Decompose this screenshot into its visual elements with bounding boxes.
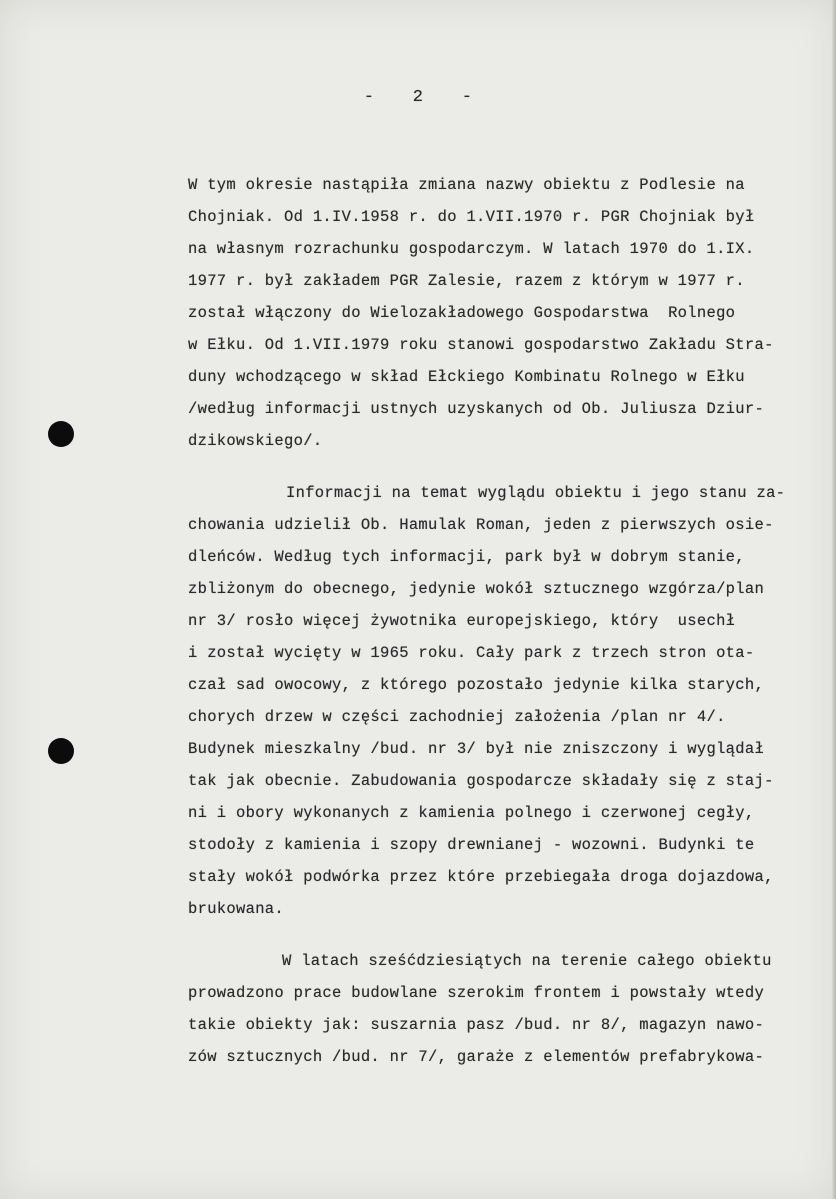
punch-hole-upper bbox=[48, 421, 74, 447]
text-line: chorych drzew w części zachodniej założenia /plan nr 4/. bbox=[188, 708, 726, 726]
text-line: stodoły z kamienia i szopy drewnianej - wozowni. Budynki te bbox=[188, 836, 755, 854]
text-line: czał sad owocowy, z którego pozostało jedynie kilka starych, bbox=[188, 676, 765, 694]
text-line: prowadzono prace budowlane szerokim frontem i powstały wtedy bbox=[188, 984, 765, 1002]
text-line: /według informacji ustnych uzyskanych od Ob. Juliusza Dziur- bbox=[188, 400, 765, 418]
text-line: takie obiekty jak: suszarnia pasz /bud. nr 8/, magazyn nawo- bbox=[188, 1016, 765, 1034]
text-line: Informacji na temat wyglądu obiektu i jego stanu za- bbox=[286, 484, 786, 502]
text-line: W latach sześćdziesiątych na terenie całego obiektu bbox=[282, 952, 772, 970]
text-line: w Ełku. Od 1.VII.1979 roku stanowi gospodarstwo Zakładu Stra- bbox=[188, 336, 774, 354]
text-line: dleńców. Według tych informacji, park był w dobrym stanie, bbox=[188, 548, 745, 566]
text-line: Budynek mieszkalny /bud. nr 3/ był nie zniszczony i wyglądał bbox=[188, 740, 765, 758]
text-line: W tym okresie nastąpiła zmiana nazwy obiektu z Podlesie na bbox=[188, 176, 745, 194]
text-line: nr 3/ rosło więcej żywotnika europejskiego, który usechł bbox=[188, 612, 736, 630]
text-line: 1977 r. był zakładem PGR Zalesie, razem z którym w 1977 r. bbox=[188, 272, 745, 290]
text-line: ni i obory wykonanych z kamienia polnego i czerwonej cegły, bbox=[188, 804, 755, 822]
text-line: stały wokół podwórka przez które przebiegała droga dojazdowa, bbox=[188, 868, 774, 886]
punch-hole-lower bbox=[48, 738, 74, 764]
text-line: duny wchodzącego w skład Ełckiego Kombinatu Rolnego w Ełku bbox=[188, 368, 745, 386]
text-line: chowania udzielił Ob. Hamulak Roman, jeden z pierwszych osie- bbox=[188, 516, 774, 534]
text-line: został włączony do Wielozakładowego Gospodarstwa Rolnego bbox=[188, 304, 736, 322]
text-line: dzikowskiego/. bbox=[188, 432, 323, 450]
text-line: i został wycięty w 1965 roku. Cały park z trzech stron ota- bbox=[188, 644, 755, 662]
text-line: zbliżonym do obecnego, jedynie wokół sztucznego wzgórza/plan bbox=[188, 580, 765, 598]
text-line: na własnym rozrachunku gospodarczym. W latach 1970 do 1.IX. bbox=[188, 240, 755, 258]
page-number: - 2 - bbox=[363, 88, 473, 107]
text-line: tak jak obecnie. Zabudowania gospodarcze składały się z staj- bbox=[188, 772, 774, 790]
text-line: zów sztucznych /bud. nr 7/, garaże z elementów prefabrykowa- bbox=[188, 1048, 765, 1066]
text-line: brukowana. bbox=[188, 900, 285, 918]
text-line: Chojniak. Od 1.IV.1958 r. do 1.VII.1970 r. PGR Chojniak był bbox=[188, 208, 755, 226]
page-edge bbox=[832, 0, 836, 1199]
